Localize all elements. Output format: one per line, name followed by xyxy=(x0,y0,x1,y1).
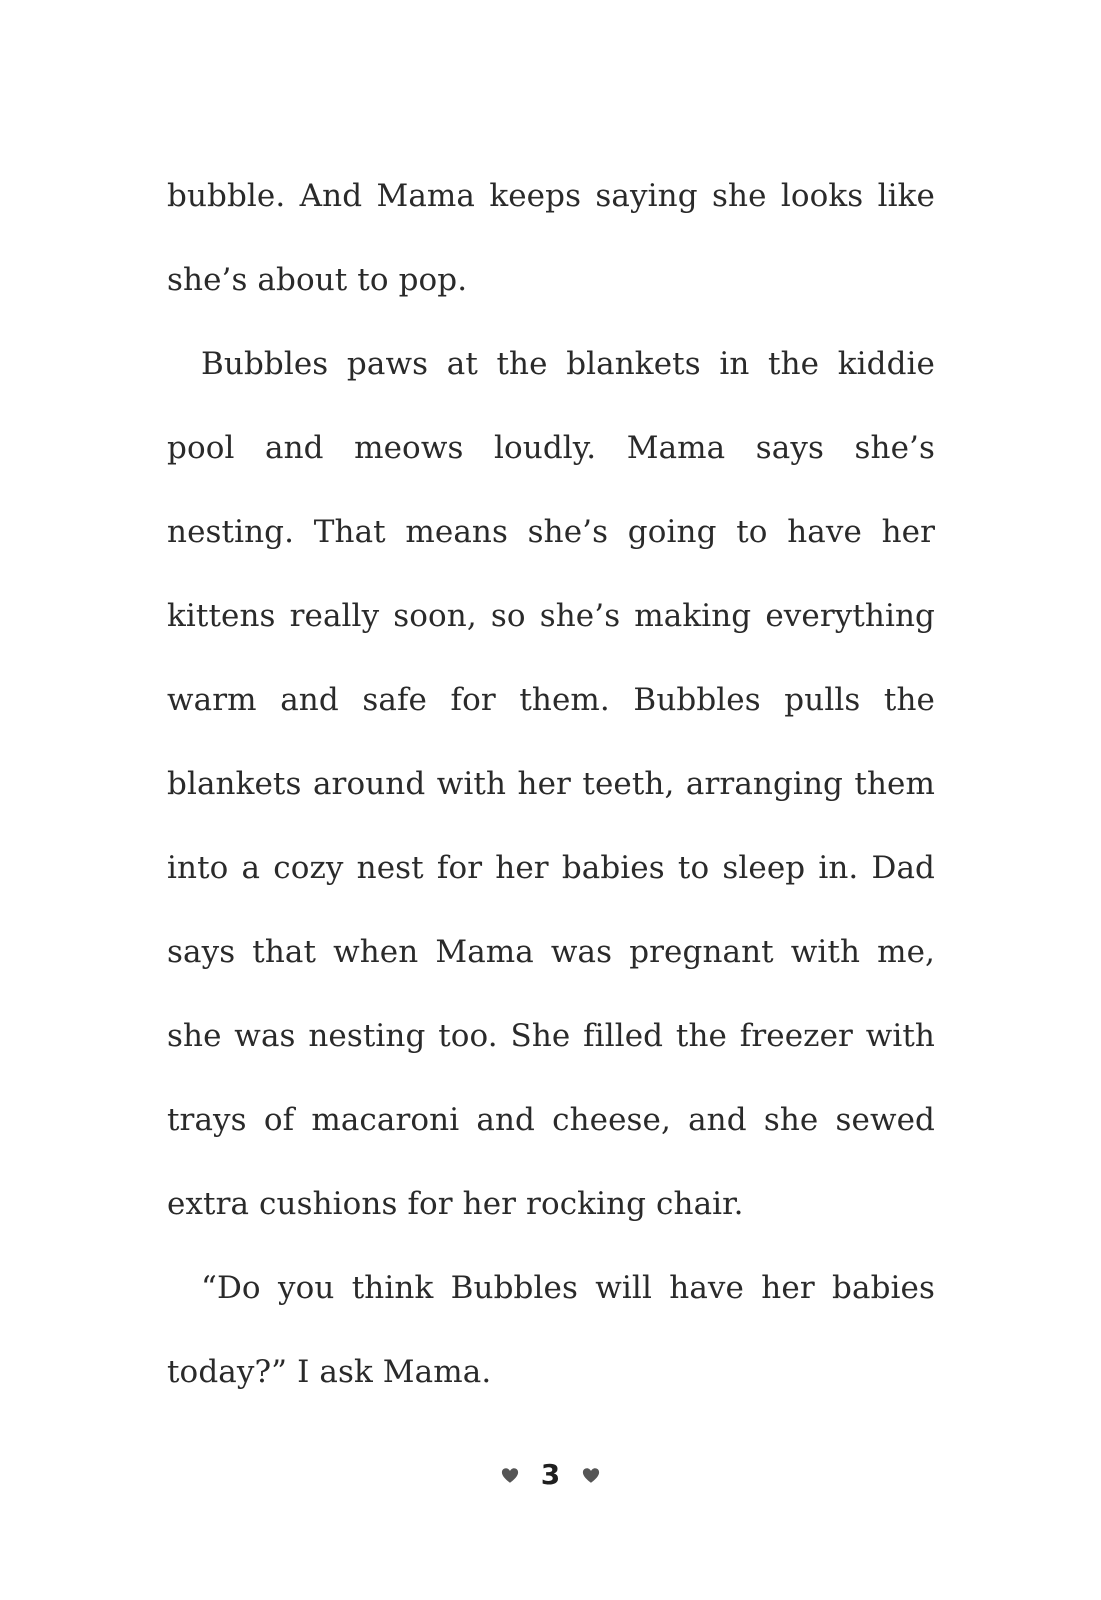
paragraph-3: “Do you think Bubbles will have her babies today?” I ask Mama. xyxy=(167,1270,935,1390)
paragraph-1: bubble. And Mama keeps saying she looks like she’s about to pop. xyxy=(167,178,935,298)
paragraph-2: Bubbles paws at the blankets in the kiddie pool and meows loudly. Mama says she’s nesting. That means she’s going to have her kittens really soon, so she’s making everything warm and safe for them. Bubbles pulls the blankets around with her teeth, arranging them into a cozy nest for her babies to sleep in. Dad says that when Mama was pregnant with me, she was nesting too. She filled the freezer with trays of macaroni and cheese, and she sewed extra cushions for her rocking chair. xyxy=(167,346,935,1222)
body-text xyxy=(167,154,935,1414)
heart-icon xyxy=(582,1467,600,1484)
page-footer xyxy=(0,1455,1101,1495)
page-number: 3 xyxy=(540,1458,561,1491)
heart-icon xyxy=(501,1467,519,1484)
